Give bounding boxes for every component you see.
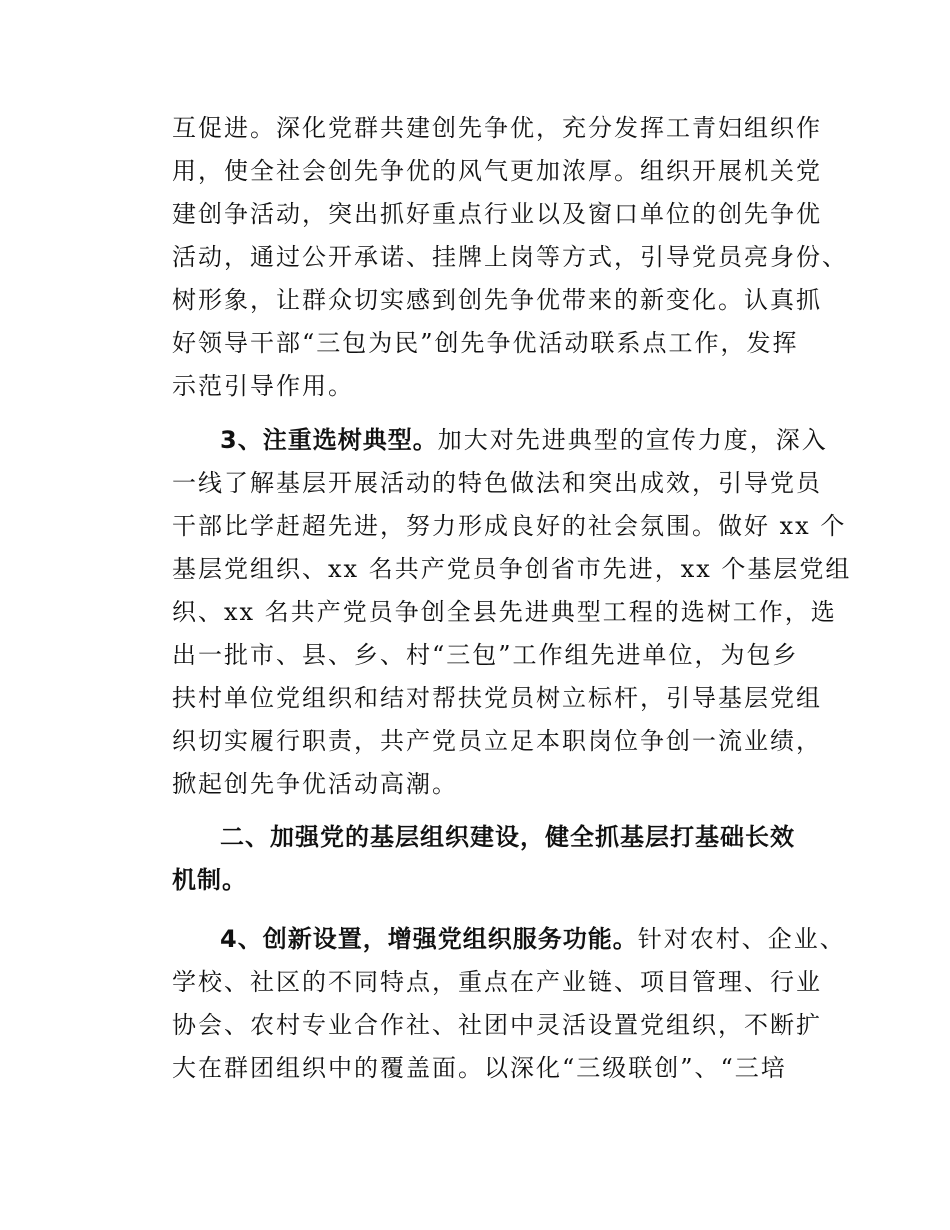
text-line: 出一批市、县、乡、村“三包”工作组先进单位，为包乡: [172, 641, 799, 669]
heading-continuation: 加大对先进典型的宣传力度，深入: [437, 426, 828, 454]
paragraph-3: [172, 918, 846, 1090]
text-line: 织切实履行职责，共产党员立足本职岗位争创一流业绩，: [172, 727, 822, 755]
text-line: [172, 918, 846, 961]
heading-continuation: 针对农村、企业、: [637, 925, 846, 953]
text-line: 协会、农村专业合作社、社团中灵活设置党组织，不断扩: [172, 1011, 822, 1039]
section-heading: [172, 816, 822, 902]
text-line: 树形象，让群众切实感到创先争优带来的新变化。认真抓: [172, 286, 822, 314]
text-line: 织、xx 名共产党员争创全县先进典型工程的选树工作，选: [172, 598, 837, 626]
paragraph-2: [172, 419, 852, 806]
text-line: [172, 419, 828, 462]
text-line: 干部比学赶超先进，努力形成良好的社会氛围。做好 xx 个: [172, 512, 847, 540]
text-line: 掀起创先争优活动高潮。: [172, 770, 458, 798]
text-line: 互促进。深化党群共建创先争优，充分发挥工青妇组织作: [172, 114, 822, 142]
text-line: 好领导干部“三包为民”创先争优活动联系点工作，发挥: [172, 329, 799, 357]
text-line: 建创争活动，突出抓好重点行业以及窗口单位的创先争优: [172, 200, 822, 228]
text-line: 活动，通过公开承诺、挂牌上岗等方式，引导党员亮身份、: [172, 243, 848, 271]
text-line: 一线了解基层开展活动的特色做法和突出成效，引导党员: [172, 469, 822, 497]
text-line: 学校、社区的不同特点，重点在产业链、项目管理、行业: [172, 968, 822, 996]
text-line: 示范引导作用。: [172, 372, 354, 400]
item-heading: 4、创新设置，增强党组织服务功能。: [220, 925, 638, 953]
text-line: 用，使全社会创先争优的风气更加浓厚。组织开展机关党: [172, 157, 822, 185]
paragraph-1: [172, 107, 848, 408]
section-heading-line: 机制。: [172, 866, 247, 894]
text-line: 扶村单位党组织和结对帮扶党员树立标杆，引导基层党组: [172, 684, 822, 712]
item-heading: 3、注重选树典型。: [220, 426, 438, 454]
section-heading-line: 二、加强党的基层组织建设，健全抓基层打基础长效: [220, 823, 795, 851]
text-line: 基层党组织、xx 名共产党员争创省市先进，xx 个基层党组: [172, 555, 852, 583]
text-line: 大在群团组织中的覆盖面。以深化“三级联创”、“三培: [172, 1054, 787, 1082]
